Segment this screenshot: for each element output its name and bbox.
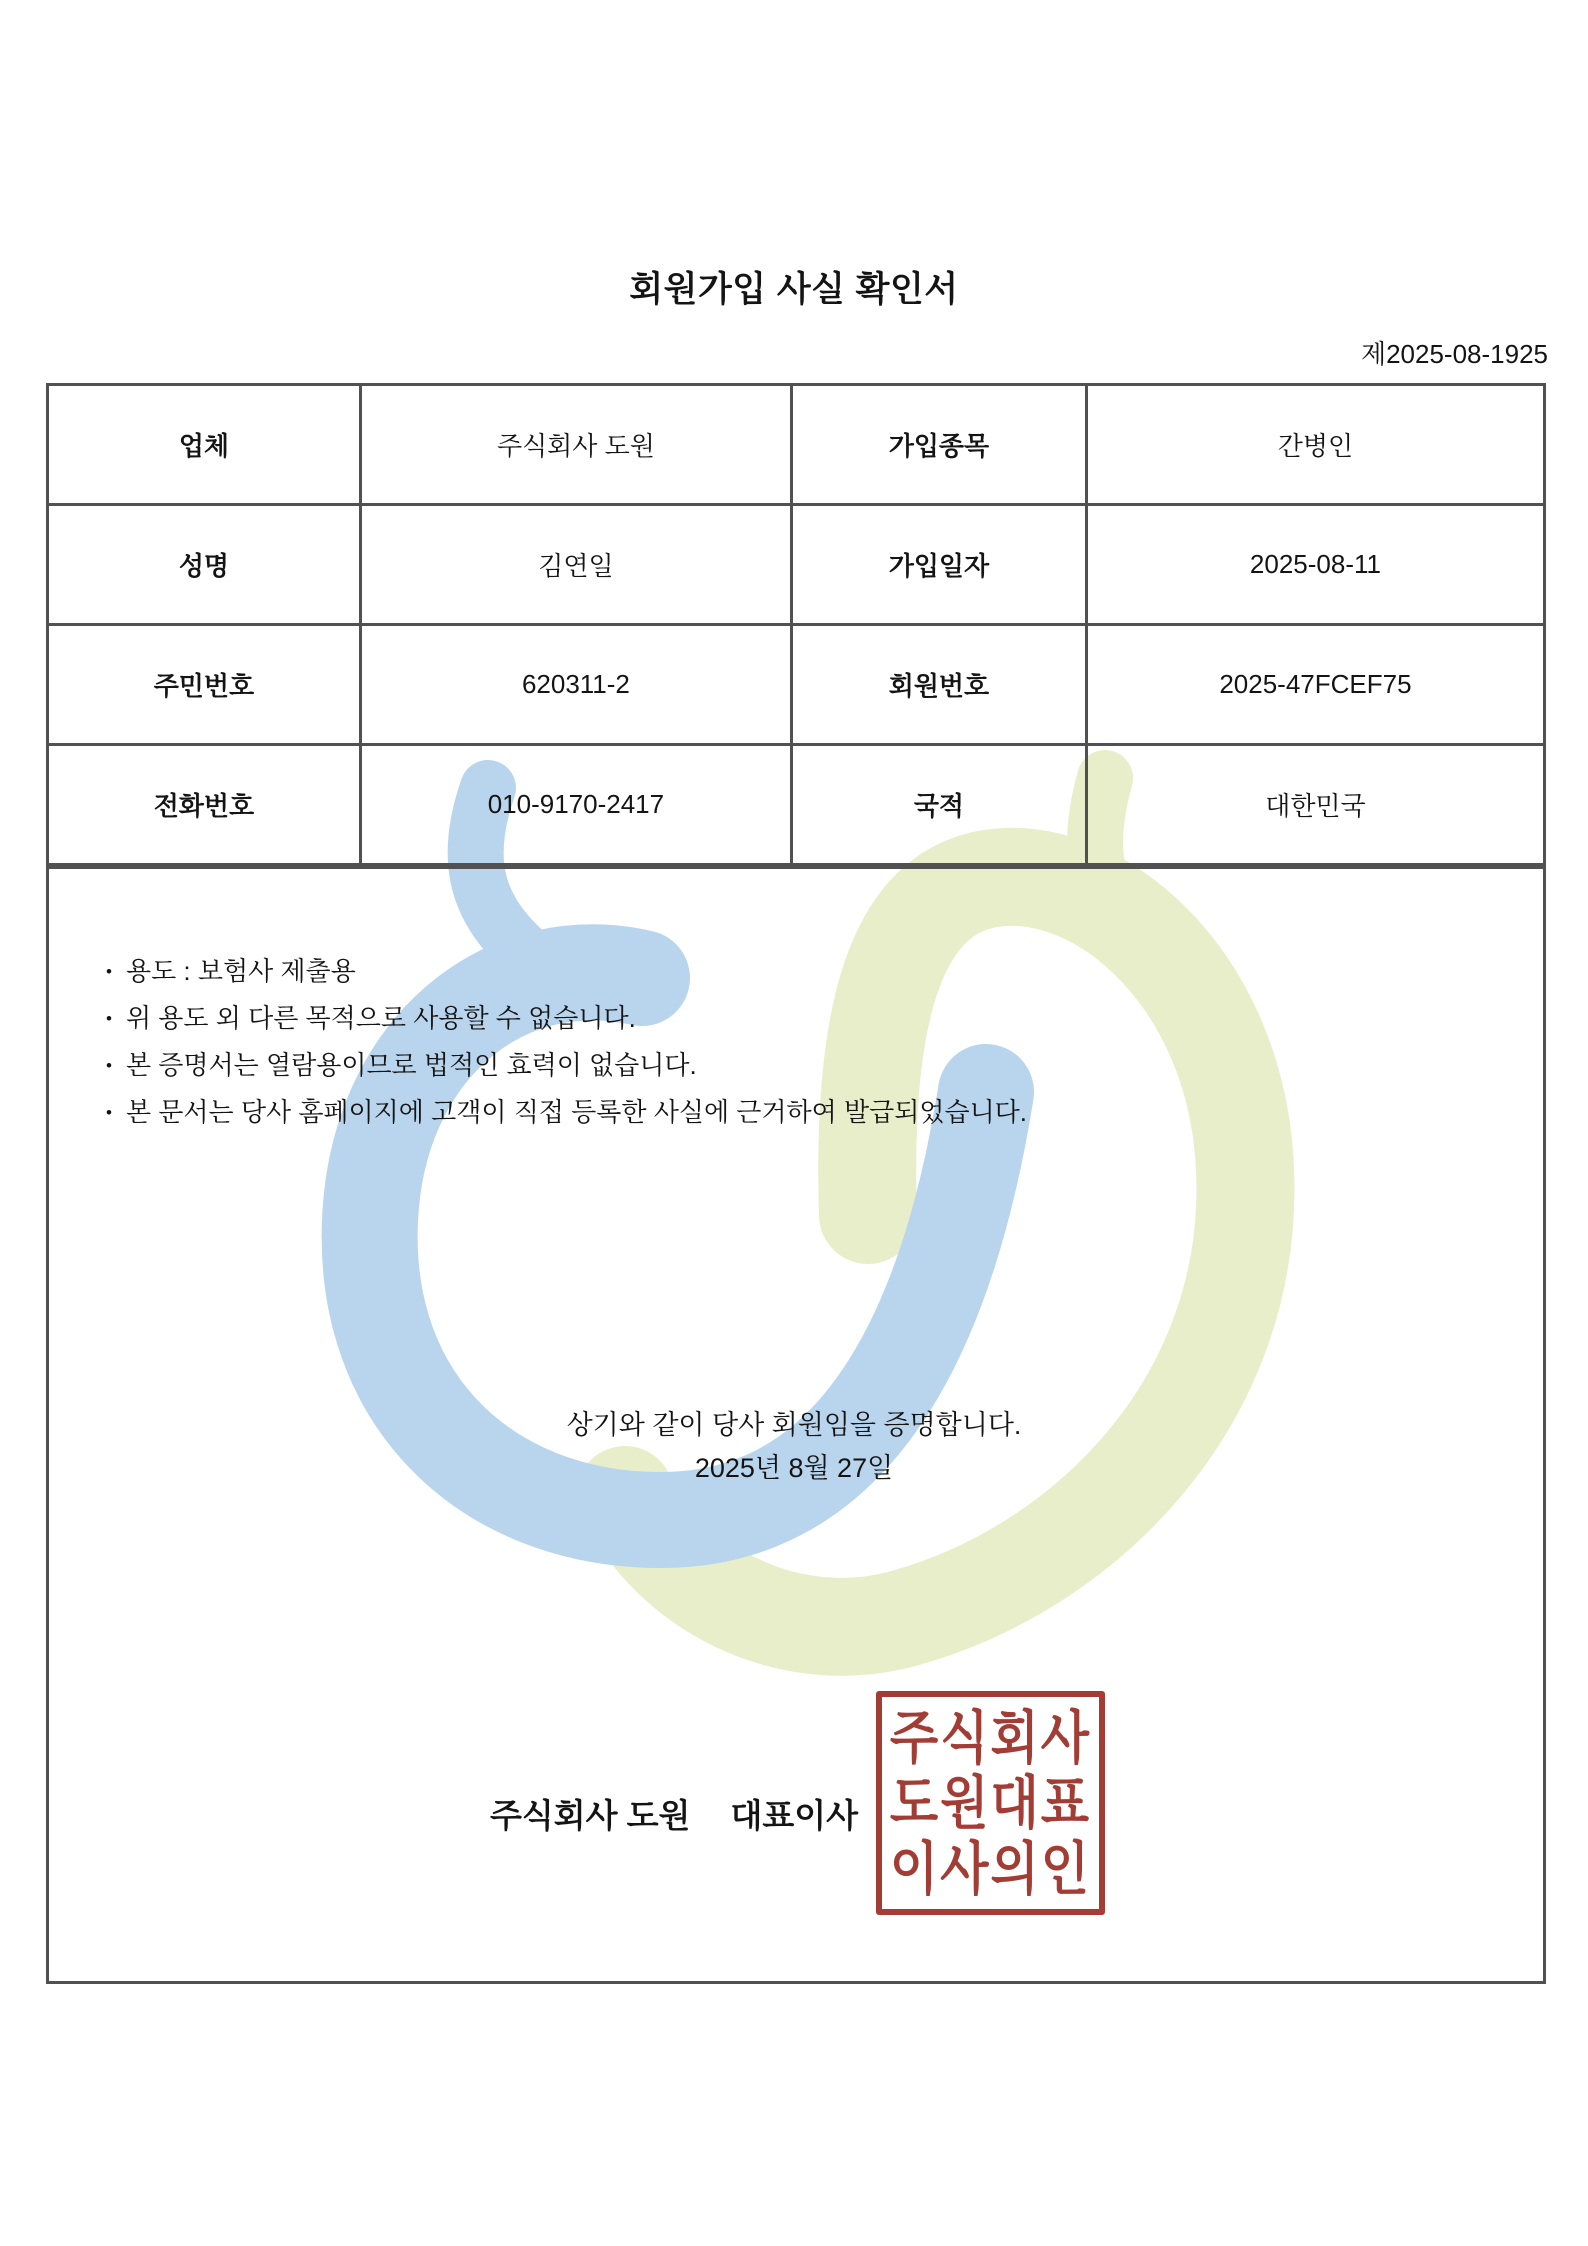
- bullet-icon: •: [106, 962, 112, 981]
- seal-row: 이사의인: [889, 1835, 1092, 1902]
- notes-list: [106, 948, 1027, 1136]
- seal-row: 도원대표: [889, 1769, 1092, 1837]
- field-value-name: 김연일: [360, 505, 791, 625]
- field-value-resident-number: 620311-2: [360, 625, 791, 745]
- corporate-seal: [876, 1691, 1105, 1915]
- signature-line: [490, 1790, 858, 1837]
- field-value-membership-type: 간병인: [1086, 385, 1544, 505]
- seal-row: 주식회사: [889, 1704, 1092, 1771]
- field-label-membership-type: 가입종목: [791, 385, 1086, 505]
- certification-statement: [0, 1404, 1588, 1490]
- page-title: 회원가입 사실 확인서: [629, 270, 959, 309]
- bullet-icon: •: [106, 1009, 112, 1028]
- table-row: [48, 385, 1545, 505]
- note-item: [106, 948, 1027, 995]
- signature-role: 대표이사: [730, 1797, 858, 1834]
- field-value-nationality: 대한민국: [1086, 745, 1544, 865]
- bullet-icon: •: [106, 1056, 112, 1075]
- field-value-member-number: 2025-47FCEF75: [1086, 625, 1544, 745]
- statement-line-1: 상기와 같이 당사 회원임을 증명합니다.: [566, 1410, 1022, 1440]
- note-text: 본 증명서는 열람용이므로 법적인 효력이 없습니다.: [125, 1050, 697, 1080]
- note-item: [106, 1042, 1027, 1089]
- field-value-company: 주식회사 도원: [360, 385, 791, 505]
- statement-line-2: 2025년 8월 27일: [694, 1453, 894, 1483]
- field-label-resident-number: 주민번호: [48, 625, 361, 745]
- table-row: [48, 625, 1545, 745]
- table-row: [48, 505, 1545, 625]
- field-label-join-date: 가입일자: [791, 505, 1086, 625]
- field-label-member-number: 회원번호: [791, 625, 1086, 745]
- field-value-join-date: 2025-08-11: [1086, 505, 1544, 625]
- note-text: 본 문서는 당사 홈페이지에 고객이 직접 등록한 사실에 근거하여 발급되었습니다.: [125, 1097, 1028, 1127]
- field-label-company: 업체: [48, 385, 361, 505]
- note-item: [106, 1089, 1027, 1136]
- field-label-name: 성명: [48, 505, 361, 625]
- signature-company: 주식회사 도원: [490, 1797, 691, 1834]
- table-row: [48, 745, 1545, 865]
- bullet-icon: •: [106, 1103, 112, 1122]
- note-text: 위 용도 외 다른 목적으로 사용할 수 없습니다.: [125, 1003, 636, 1033]
- note-item: [106, 995, 1027, 1042]
- document-number: 제2025-08-1925: [1360, 339, 1548, 369]
- field-label-nationality: 국적: [791, 745, 1086, 865]
- note-text: 용도 : 보험사 제출용: [125, 956, 356, 986]
- member-info-table: [46, 383, 1546, 866]
- field-value-phone: 010-9170-2417: [360, 745, 791, 865]
- field-label-phone: 전화번호: [48, 745, 361, 865]
